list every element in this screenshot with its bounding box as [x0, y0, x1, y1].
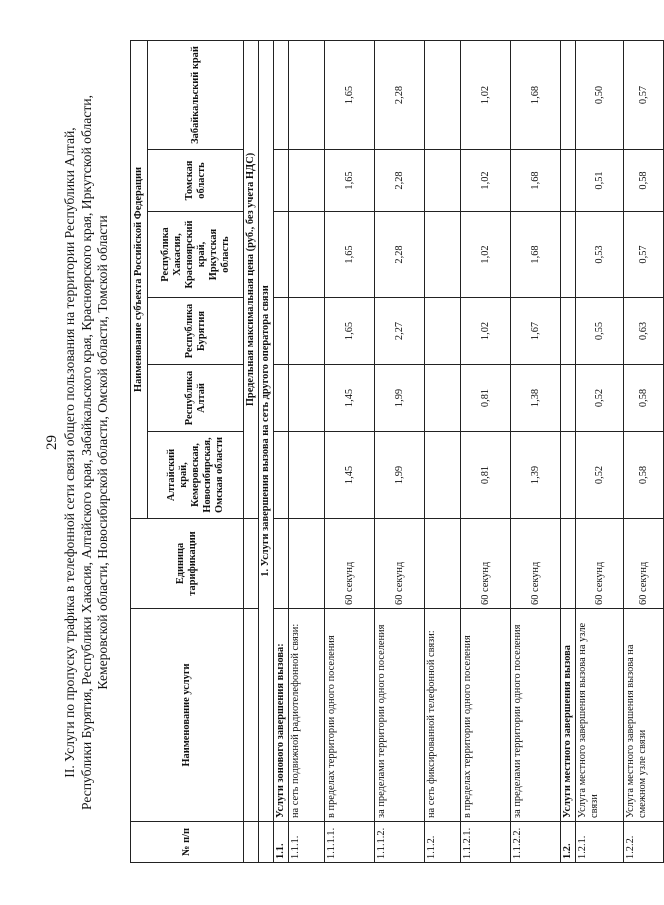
col-unit-header: Единица тарификации — [131, 519, 244, 609]
service-name: в пределах территории одного поселения — [461, 609, 511, 822]
price-cell: 0,81 — [461, 432, 511, 519]
row-number: 1.1.2. — [425, 822, 461, 863]
price-cell: 1,02 — [461, 40, 511, 149]
region-header: Забайкальский край — [148, 40, 244, 149]
price-cell: 0,63 — [624, 298, 664, 365]
price-cell: 1,68 — [511, 40, 561, 149]
region-header: Алтайский край, Кемеровская, Новосибирская, Омская области — [148, 432, 244, 519]
price-cell: 0,50 — [576, 40, 624, 149]
price-cell: 0,52 — [576, 365, 624, 432]
price-cell: 0,58 — [624, 365, 664, 432]
row-number: 1.2.2. — [624, 822, 664, 863]
header-row — [131, 40, 148, 862]
service-name: на сеть фиксированной телефонной связи: — [425, 609, 461, 822]
price-cell — [425, 432, 461, 519]
price-cell: 0,51 — [576, 150, 624, 212]
unit-cell: 60 секунд — [511, 519, 561, 609]
region-header: Республика Бурятия — [148, 298, 244, 365]
price-cell — [561, 40, 576, 149]
heading-line: Республики Бурятия, Республики Хакасия, Алтайского края, Забайкальского края, Красноярского края, Иркутской области, — [78, 95, 94, 810]
col-subjects-header: Наименование субъекта Российской Федерации — [131, 40, 148, 518]
price-cell — [561, 432, 576, 519]
price-cell — [289, 150, 325, 212]
page-number: 29 — [44, 435, 60, 450]
section-title: 1. Услуги завершения вызова на сеть другого оператора связи — [259, 40, 274, 821]
price-cell: 2,27 — [375, 298, 425, 365]
table-row — [624, 40, 664, 862]
price-cell: 0,57 — [624, 212, 664, 298]
unit-cell — [561, 519, 576, 609]
price-cell — [561, 365, 576, 432]
heading-line: II. Услуги по пропуску трафика в телефонной сети связи общего пользования на территории Республики Алтай, — [62, 127, 77, 778]
unit-cell — [289, 519, 325, 609]
price-cell — [274, 298, 289, 365]
price-cell: 1,45 — [325, 432, 375, 519]
row-number: 1.1.2.1. — [461, 822, 511, 863]
price-cell: 1,99 — [375, 365, 425, 432]
section-heading — [62, 40, 112, 865]
service-name: на сеть подвижной радиотелефонной связи: — [289, 609, 325, 822]
table-row — [511, 40, 561, 862]
price-cell: 0,55 — [576, 298, 624, 365]
price-cell: 0,57 — [624, 40, 664, 149]
price-cell — [289, 365, 325, 432]
unit-cell — [425, 519, 461, 609]
price-cell — [425, 150, 461, 212]
row-number: 1.1.1.1. — [325, 822, 375, 863]
price-cell: 0,53 — [576, 212, 624, 298]
row-number: 1.1.2.2. — [511, 822, 561, 863]
price-cell: 2,28 — [375, 212, 425, 298]
row-number: 1.2.1. — [576, 822, 624, 863]
row-number: 1.2. — [561, 822, 576, 863]
price-cell: 0,52 — [576, 432, 624, 519]
price-cell: 0,58 — [624, 150, 664, 212]
price-header: Предельная максимальная цена (руб., без учета НДС) — [244, 40, 259, 518]
price-cell: 1,65 — [325, 40, 375, 149]
price-cell — [561, 150, 576, 212]
table-row — [561, 40, 576, 862]
tariff-table — [130, 40, 664, 863]
price-cell — [561, 212, 576, 298]
price-cell: 1,99 — [375, 432, 425, 519]
price-cell: 1,02 — [461, 212, 511, 298]
price-cell — [289, 432, 325, 519]
unit-cell: 60 секунд — [624, 519, 664, 609]
region-header: Томская область — [148, 150, 244, 212]
price-cell — [274, 432, 289, 519]
price-cell: 1,02 — [461, 298, 511, 365]
col-num-header: № п/п — [131, 822, 244, 863]
service-name: Услуга местного завершения вызова на смежном узле связи — [624, 609, 664, 822]
unit-cell: 60 секунд — [576, 519, 624, 609]
price-cell: 2,28 — [375, 150, 425, 212]
unit-cell — [274, 519, 289, 609]
service-name: Услуги местного завершения вызова — [561, 609, 576, 822]
service-name: Услуга местного завершения вызова на узле связи — [576, 609, 624, 822]
service-name: за пределами территории одного поселения — [511, 609, 561, 822]
price-cell: 1,38 — [511, 365, 561, 432]
price-cell — [274, 212, 289, 298]
table-row — [325, 40, 375, 862]
table-row — [576, 40, 624, 862]
price-cell — [561, 298, 576, 365]
price-cell — [274, 365, 289, 432]
price-cell: 1,45 — [325, 365, 375, 432]
heading-line: Кемеровской области, Новосибирской области, Омской области, Томской области — [95, 215, 110, 690]
table-row — [425, 40, 461, 862]
price-cell — [274, 40, 289, 149]
price-header-row — [244, 40, 259, 862]
price-cell: 0,81 — [461, 365, 511, 432]
unit-cell: 60 секунд — [461, 519, 511, 609]
price-cell — [289, 40, 325, 149]
row-number: 1.1. — [274, 822, 289, 863]
price-cell — [425, 298, 461, 365]
price-cell: 1,65 — [325, 150, 375, 212]
price-cell: 1,68 — [511, 150, 561, 212]
unit-cell: 60 секунд — [375, 519, 425, 609]
price-cell: 1,02 — [461, 150, 511, 212]
price-cell — [274, 150, 289, 212]
price-cell — [425, 365, 461, 432]
table-row — [461, 40, 511, 862]
service-name: Услуги зонового завершения вызова: — [274, 609, 289, 822]
price-cell — [289, 298, 325, 365]
service-name: в пределах территории одного поселения — [325, 609, 375, 822]
unit-cell: 60 секунд — [325, 519, 375, 609]
price-cell: 1,67 — [511, 298, 561, 365]
price-cell: 1,65 — [325, 212, 375, 298]
price-cell — [289, 212, 325, 298]
price-cell — [425, 212, 461, 298]
region-header: Республика Алтай — [148, 365, 244, 432]
table-row — [375, 40, 425, 862]
table-row — [289, 40, 325, 862]
price-cell — [425, 40, 461, 149]
price-cell: 0,58 — [624, 432, 664, 519]
row-number: 1.1.1. — [289, 822, 325, 863]
col-service-header: Наименование услуги — [131, 609, 244, 822]
region-header: Республика Хакасия, Красноярский край, Иркутская область — [148, 212, 244, 298]
service-name: за пределами территории одного поселения — [375, 609, 425, 822]
price-cell: 1,68 — [511, 212, 561, 298]
price-cell: 1,39 — [511, 432, 561, 519]
row-number: 1.1.1.2. — [375, 822, 425, 863]
section-row — [259, 40, 274, 862]
price-cell: 1,65 — [325, 298, 375, 365]
price-cell: 2,28 — [375, 40, 425, 149]
table-row — [274, 40, 289, 862]
